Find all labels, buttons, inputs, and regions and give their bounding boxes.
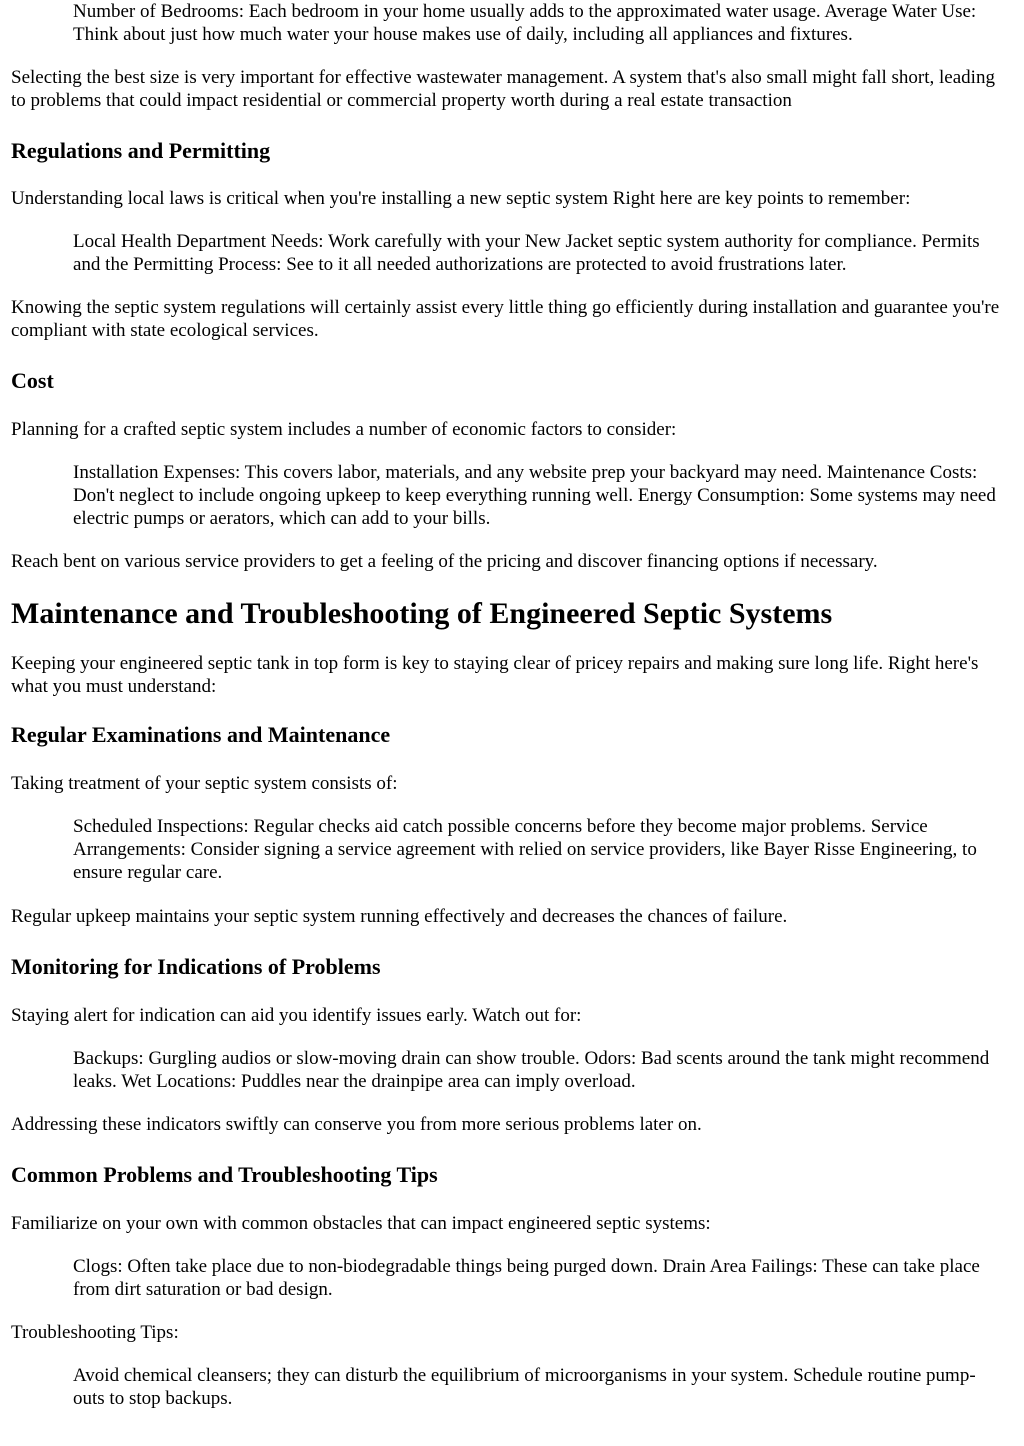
- cost-points-text: Installation Expenses: This covers labor, materials, and any website prep your backyard may need. Maintenance Costs: Don't neglect to include ongoing upkeep to keep everything running well. Energy Consumption: Some systems may need electric pumps or aerators, which can add to your bills.: [73, 462, 996, 529]
- common-problems-text: Clogs: Often take place due to non-biodegradable things being purged down. Drain Area Failings: These can take place from dirt saturation or bad design.: [73, 1256, 980, 1300]
- bullet-block-inspections: [73, 815, 1004, 884]
- paragraph-size-importance: Selecting the best size is very important for effective wastewater management. A system that's also small might fall short, leading to problems that could impact residential or commercial property worth during a real estate transaction: [11, 67, 995, 111]
- bullet-block-regulations: [73, 230, 1004, 276]
- paragraph-cost-intro: Planning for a crafted septic system includes a number of economic factors to consider:: [11, 419, 677, 440]
- paragraph-regulations-summary: Knowing the septic system regulations will certainly assist every little thing go efficiently during installation and guarantee you're compliant with state ecological services.: [11, 297, 1000, 341]
- heading-maintenance-troubleshooting: Maintenance and Troubleshooting of Engineered Septic Systems: [11, 597, 833, 630]
- paragraph-maintenance-intro: Keeping your engineered septic tank in top form is key to staying clear of pricey repairs and making sure long life. Right here's what you must understand:: [11, 653, 979, 697]
- paragraph-cost-summary: Reach bent on various service providers to get a feeling of the pricing and discover financing options if necessary.: [11, 551, 878, 572]
- paragraph-monitoring-summary: Addressing these indicators swiftly can conserve you from more serious problems later on.: [11, 1114, 702, 1135]
- inspection-points-text: Scheduled Inspections: Regular checks aid catch possible concerns before they become major problems. Service Arrangements: Consider signing a service agreement with relied on service providers, like Bayer Risse Engineering, to ensure regular care.: [73, 816, 977, 883]
- heading-cost: Cost: [11, 368, 54, 393]
- troubleshooting-tips-text: Avoid chemical cleansers; they can disturb the equilibrium of microorganisms in your system. Schedule routine pump-outs to stop backups.: [73, 1365, 976, 1409]
- bullet-block-cost: [73, 461, 1004, 530]
- heading-regular-examinations: Regular Examinations and Maintenance: [11, 722, 391, 747]
- sizing-factors-text: Number of Bedrooms: Each bedroom in your home usually adds to the approximated water usage. Average Water Use: Think about just how much water your house makes use of daily, including all appliances and fixtures.: [73, 1, 977, 45]
- bullet-block-warning-signs: [73, 1047, 1004, 1093]
- warning-signs-text: Backups: Gurgling audios or slow-moving drain can show trouble. Odors: Bad scents around the tank might recommend leaks. Wet Locations: Puddles near the drainpipe area can imply overload.: [73, 1048, 990, 1092]
- paragraph-troubleshooting-label: Troubleshooting Tips:: [11, 1322, 179, 1343]
- heading-monitoring: Monitoring for Indications of Problems: [11, 954, 381, 979]
- regulation-points-text: Local Health Department Needs: Work carefully with your New Jacket septic system authority for compliance. Permits and the Permitting Process: See to it all needed authorizations are protected to avoid frustrations later.: [73, 231, 980, 275]
- paragraph-local-laws: Understanding local laws is critical when you're installing a new septic system Right here are key points to remember:: [11, 188, 911, 209]
- paragraph-care-intro: Taking treatment of your septic system consists of:: [11, 773, 398, 794]
- heading-regulations: Regulations and Permitting: [11, 138, 271, 163]
- bullet-block-sizing: [73, 0, 1004, 46]
- paragraph-upkeep-summary: Regular upkeep maintains your septic system running effectively and decreases the chances of failure.: [11, 906, 788, 927]
- bullet-block-common-problems: [73, 1255, 1004, 1301]
- heading-common-problems: Common Problems and Troubleshooting Tips: [11, 1162, 438, 1187]
- paragraph-common-problems-intro: Familiarize on your own with common obstacles that can impact engineered septic systems:: [11, 1213, 711, 1234]
- bullet-block-troubleshooting-tips: [73, 1364, 1004, 1410]
- paragraph-monitoring-intro: Staying alert for indication can aid you identify issues early. Watch out for:: [11, 1005, 582, 1026]
